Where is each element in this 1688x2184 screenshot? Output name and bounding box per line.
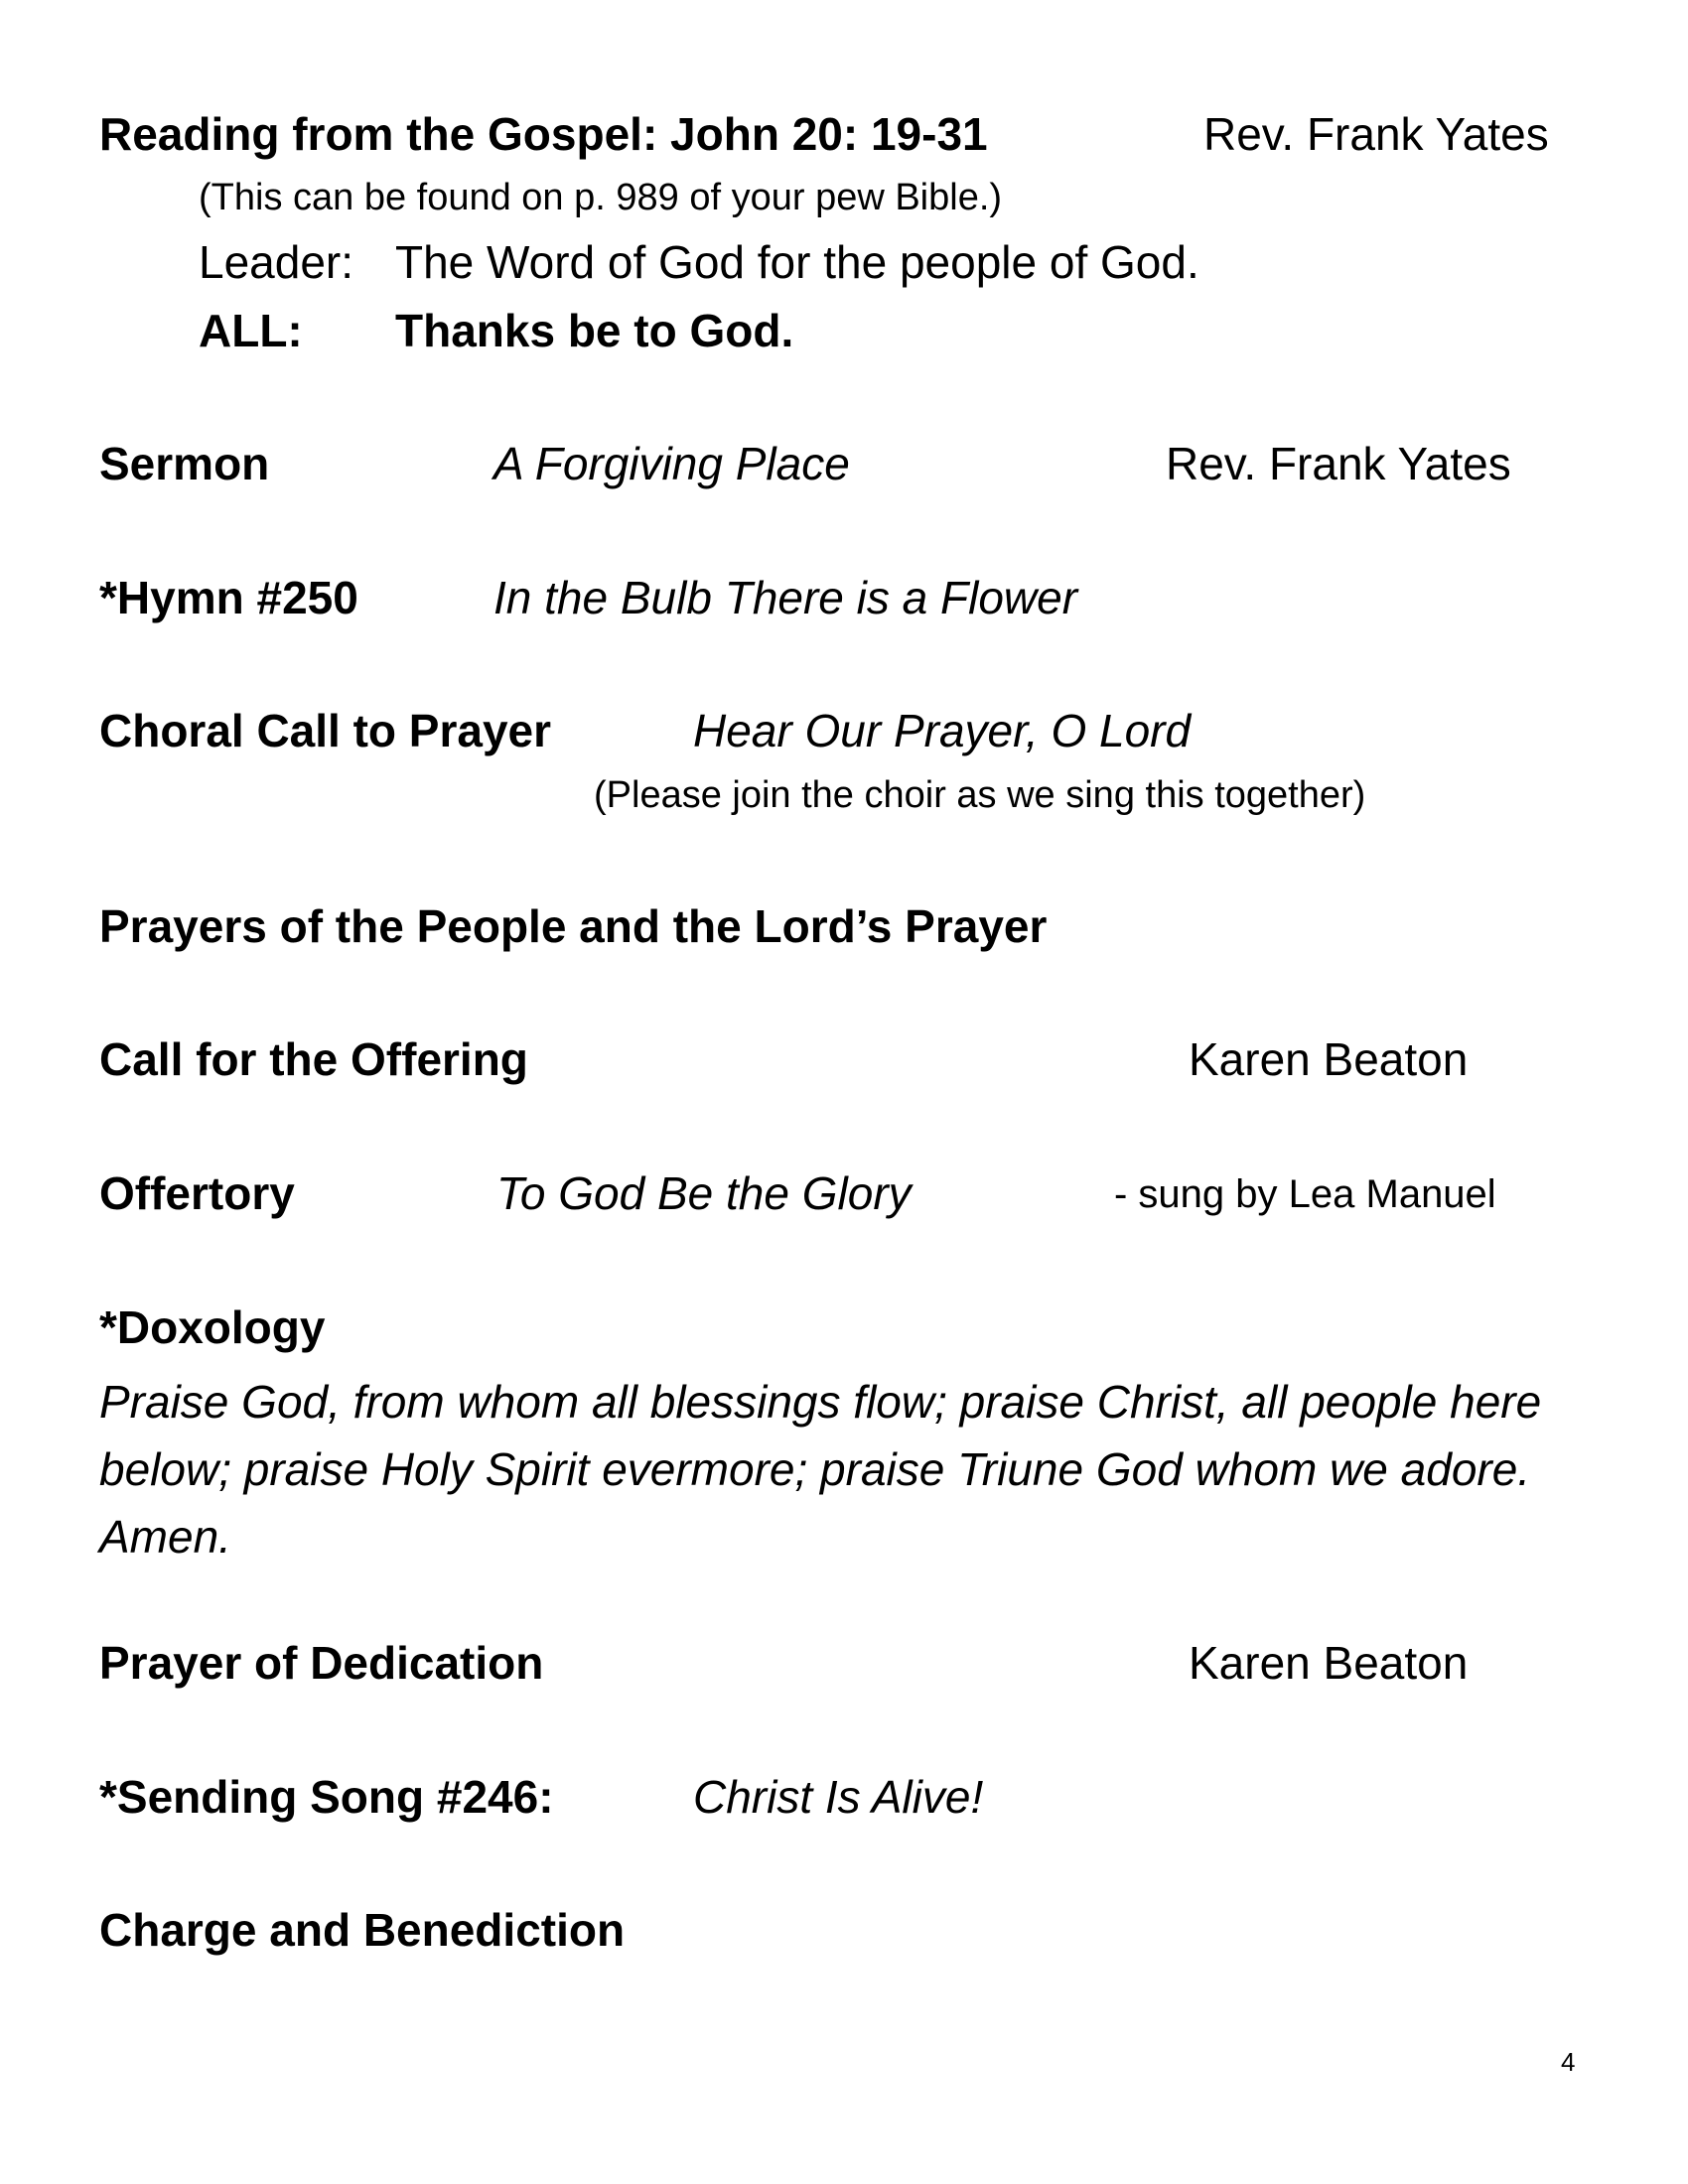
offertory-singer: - sung by Lea Manuel (1114, 1172, 1496, 1216)
sending-song-label: *Sending Song #246: (99, 1771, 554, 1823)
gospel-heading: Reading from the Gospel: John 20: 19-31 (99, 108, 988, 160)
choral-title: Hear Our Prayer, O Lord (693, 705, 1192, 756)
sermon-leader: Rev. Frank Yates (1166, 438, 1511, 489)
sermon-title: A Forgiving Place (493, 438, 850, 489)
choral-label: Choral Call to Prayer (99, 705, 552, 756)
doxology-label: *Doxology (99, 1301, 326, 1353)
all-label: ALL: (199, 305, 303, 356)
benediction-label: Charge and Benediction (99, 1904, 626, 1956)
prayers-label: Prayers of the People and the Lord’s Prayer (99, 900, 1048, 952)
leader-label: Leader: (199, 236, 354, 288)
hymn-label: *Hymn #250 (99, 572, 358, 623)
offering-call-leader: Karen Beaton (1189, 1033, 1469, 1085)
doxology-text: Praise God, from whom all blessings flow; praise Christ, all people here below; praise Holy Spirit evermore; praise Triune God whom we adore. Amen. (99, 1376, 1542, 1563)
gospel-bible-note: (This can be found on p. 989 of your pew Bible.) (199, 177, 1003, 218)
sending-song-title: Christ Is Alive! (693, 1771, 984, 1823)
all-response: Thanks be to God. (395, 305, 794, 356)
sermon-label: Sermon (99, 438, 270, 489)
offertory-title: To God Be the Glory (496, 1167, 912, 1219)
dedication-leader: Karen Beaton (1189, 1637, 1469, 1689)
offertory-label: Offertory (99, 1167, 295, 1219)
offering-call-label: Call for the Offering (99, 1033, 528, 1085)
dedication-label: Prayer of Dedication (99, 1637, 544, 1689)
gospel-reader: Rev. Frank Yates (1203, 108, 1549, 160)
choral-note: (Please join the choir as we sing this together) (594, 774, 1366, 816)
page-number: 4 (1561, 2047, 1576, 2077)
leader-response: The Word of God for the people of God. (395, 236, 1199, 288)
hymn-title: In the Bulb There is a Flower (493, 572, 1078, 623)
